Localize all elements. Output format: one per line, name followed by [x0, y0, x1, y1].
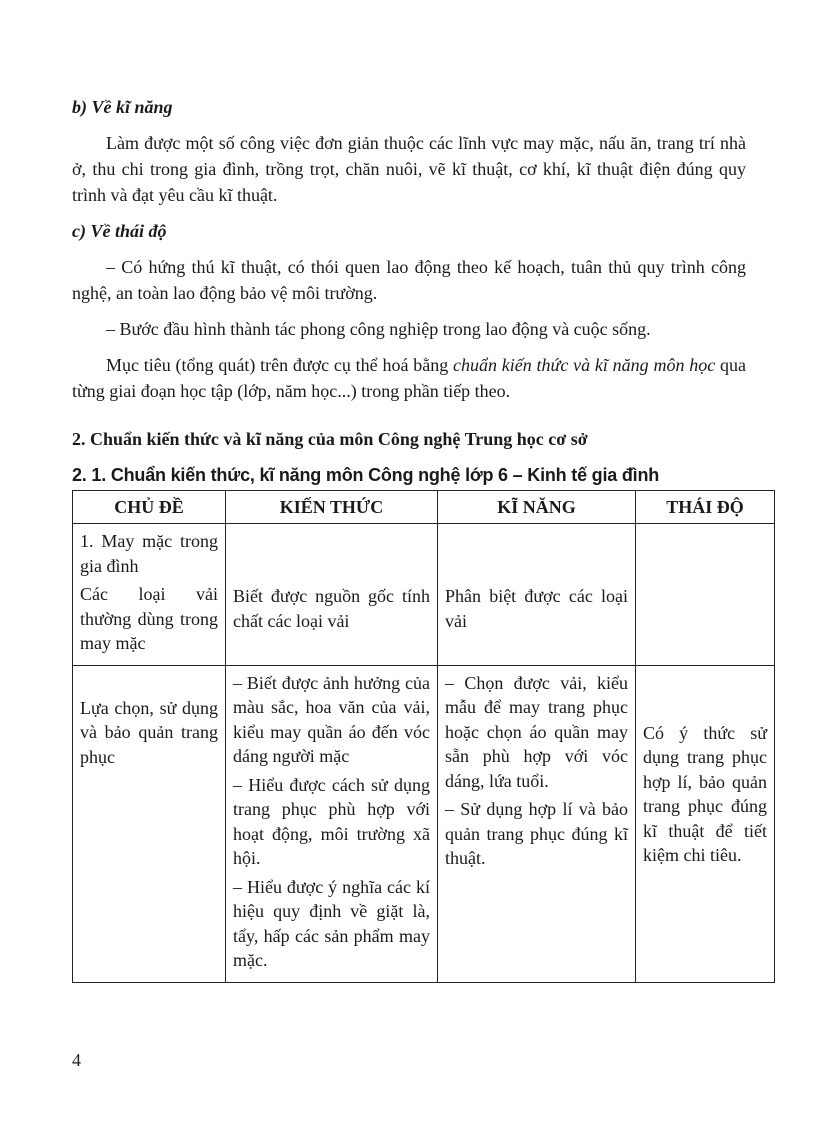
attitude-heading: c) Về thái độ [72, 221, 167, 241]
row1-knowledge [226, 524, 438, 666]
skills-paragraph: Làm được một số công việc đơn giản thuộc các lĩnh vực may mặc, nấu ăn, trang trí nhà ở, thu chi trong gia đình, trồng trọt, chăn nuôi, vẽ kĩ thuật, cơ khí, kĩ thuật điện đúng quy trình và đạt yêu cầu kĩ thuật. [72, 133, 746, 205]
row1-skill-text: Phân biệt được các loại vải [445, 586, 628, 631]
goal-text-before: Mục tiêu (tổng quát) trên được cụ thể hoá bằng [106, 355, 453, 375]
header-skill: KĨ NĂNG [438, 491, 636, 524]
attitude-item: – Bước đầu hình thành tác phong công nghiệp trong lao động và cuộc sống. [106, 319, 651, 339]
table-header-row [73, 491, 775, 524]
skills-heading: b) Về kĩ năng [72, 97, 173, 117]
row2-knowledge-item: – Biết được ảnh hưởng của màu sắc, hoa văn của vải, kiểu may quần áo đến vóc dáng người mặc [233, 672, 430, 766]
row1-knowledge-text: Biết được nguồn gốc tính chất các loại vải [233, 586, 430, 631]
standards-table [72, 490, 775, 983]
row2-knowledge-item: – Hiểu được cách sử dụng trang phục phù hợp với hoạt động, môi trường xã hội. [233, 774, 430, 868]
page-body [72, 94, 767, 983]
header-knowledge: KIẾN THỨC [226, 491, 438, 524]
row2-attitude [636, 665, 775, 982]
row1-topic [73, 524, 226, 666]
goal-text-after: qua từng giai đoạn học tập (lớp, năm học...) trong phần tiếp theo. [72, 355, 747, 401]
row2-knowledge [226, 665, 438, 982]
row1-topic-b: Các loại vải thường dùng trong may mặc [80, 584, 218, 653]
header-attitude: THÁI ĐỘ [636, 491, 775, 524]
header-topic: CHỦ ĐỀ [73, 491, 226, 524]
row1-attitude [636, 524, 775, 666]
page-number: 4 [72, 1050, 81, 1070]
row1-skill [438, 524, 636, 666]
row2-attitude-text: Có ý thức sử dụng trang phục hợp lí, bảo quản trang phục đúng kĩ thuật để tiết kiệm chi tiêu. [643, 722, 767, 865]
row2-skill [438, 665, 636, 982]
table-row [73, 665, 775, 982]
goal-paragraph [72, 352, 746, 404]
row2-skill-item: – Chọn được vải, kiểu mẫu để may trang phục hoặc chọn áo quần may sẵn phù hợp với vóc dáng, lứa tuổi. [445, 672, 628, 791]
row2-knowledge-item: – Hiểu được ý nghĩa các kí hiệu quy định về giặt là, tẩy, hấp các sản phẩm may mặc. [233, 876, 430, 970]
row2-topic [73, 665, 226, 982]
section2-title: 2. Chuẩn kiến thức và kĩ năng của môn Công nghệ Trung học cơ sở [72, 429, 588, 449]
section21-title: 2. 1. Chuẩn kiến thức, kĩ năng môn Công nghệ lớp 6 – Kinh tế gia đình [72, 465, 660, 485]
row1-topic-a: 1. May mặc trong gia đình [80, 531, 218, 576]
goal-text-italic: chuẩn kiến thức và kĩ năng môn học [453, 355, 716, 375]
table-row [73, 524, 775, 666]
attitude-item: – Có hứng thú kĩ thuật, có thói quen lao động theo kế hoạch, tuân thủ quy trình công nghệ, an toàn lao động bảo vệ môi trường. [72, 257, 746, 303]
row2-topic-text: Lựa chọn, sử dụng và bảo quản trang phục [80, 697, 218, 767]
row2-skill-item: – Sử dụng hợp lí và bảo quản trang phục đúng kĩ thuật. [445, 799, 628, 868]
